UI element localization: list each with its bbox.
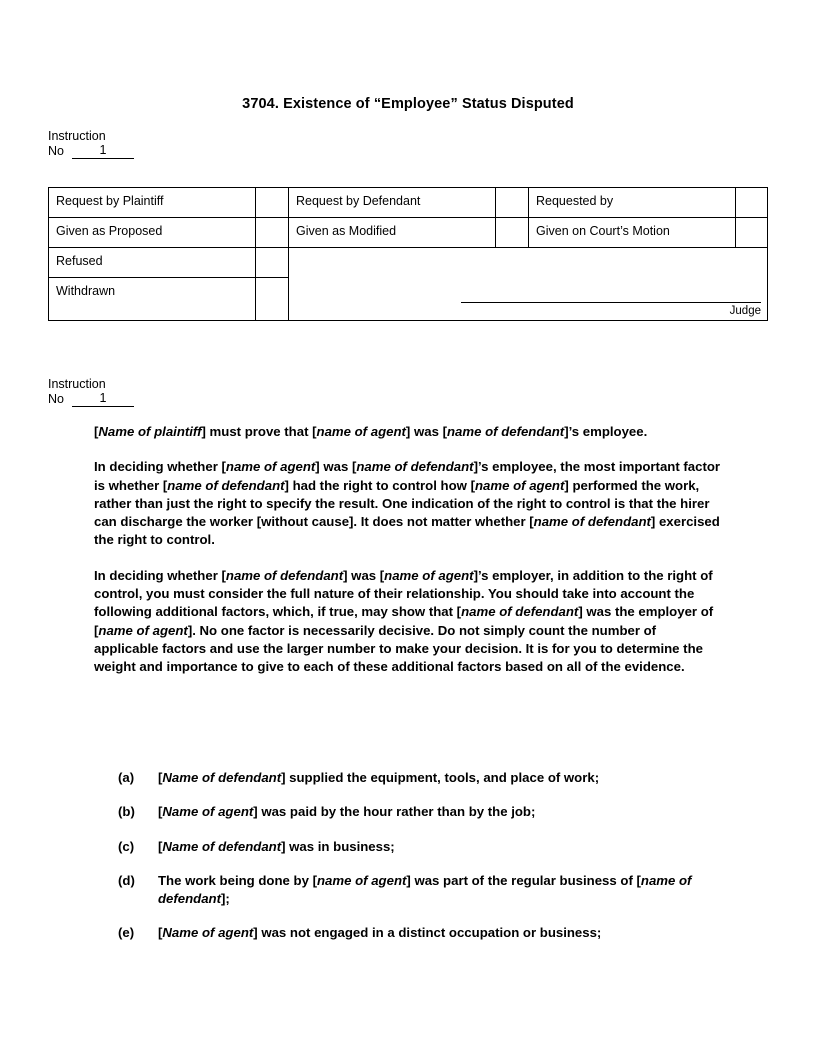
table-row [49,248,768,278]
instruction-label-line1: Instruction [48,377,106,391]
table-row [49,218,768,248]
status-table-body [49,188,768,321]
instruction-number-block-bottom [48,377,134,407]
list-item-marker: (d) [118,872,135,888]
status-cell-request-by-plaintiff: Request by Plaintiff [49,188,256,218]
status-cell-refused: Refused [49,248,256,278]
list-item [118,769,730,787]
judge-signature-label: Judge [729,305,761,317]
instruction-paragraph: In deciding whether [name of agent] was [name of defendant]’s employee, the most important factor is whether [name of defendant] had the right to control how [name of agent] performed the work, rather than just the right to specify the result. One indication of the right to control is that the hirer can discharge the worker [without cause]. It does not matter whether [name of defendant] exercised the right to control. [94,459,721,548]
list-item-text: [Name of defendant] supplied the equipment, tools, and place of work; [158,770,600,785]
list-item [118,872,730,909]
instruction-label-line1: Instruction [48,129,106,143]
list-item [118,803,730,821]
list-item [118,924,730,942]
status-checkbox-withdrawn[interactable] [256,278,289,321]
instruction-label-line2: No [48,392,64,406]
status-cell-withdrawn: Withdrawn [49,278,256,321]
status-checkbox-given-as-proposed[interactable] [256,218,289,248]
status-cell-requested-by: Requested by [529,188,736,218]
list-item-marker: (a) [118,770,135,785]
list-item-text: [Name of agent] was not engaged in a distinct occupation or business; [158,925,602,941]
status-checkbox-request-by-defendant[interactable] [496,188,529,218]
status-checkbox-given-as-modified[interactable] [496,218,529,248]
instruction-body [94,423,724,677]
instruction-number-field-bottom[interactable]: 1 [72,392,134,407]
status-checkbox-refused[interactable] [256,248,289,278]
list-item-text: [Name of defendant] was in business; [158,838,395,854]
judge-signature-cell [289,248,768,321]
judge-signature-block [461,302,761,318]
table-row [49,188,768,218]
status-cell-given-on-courts-motion: Given on Court’s Motion [529,218,736,248]
instruction-paragraph: [Name of plaintiff] must prove that [name of agent] was [name of defendant]’s employee. [94,424,648,439]
list-item-marker: (c) [118,838,135,854]
status-cell-given-as-proposed: Given as Proposed [49,218,256,248]
instruction-paragraph: In deciding whether [name of defendant] was [name of agent]’s employer, in addition to the right of control, you must consider the full nature of their relationship. You should take into account the following additional factors, which, if true, may show that [name of defendant] was the employer of [name of agent]. No one factor is necessarily decisive. Do not simply count the number of applicable factors and use the larger number to make your decision. It is for you to determine the weight and importance to give to each of these additional factors based on all of the evidence. [94,567,714,675]
instruction-status-table [48,187,768,321]
instruction-number-field-top[interactable]: 1 [72,144,134,159]
list-item-marker: (e) [118,925,135,941]
instruction-label-line2: No [48,144,64,158]
status-checkbox-requested-by[interactable] [736,188,768,218]
list-item-text: [Name of agent] was paid by the hour rather than by the job; [158,804,536,820]
status-cell-given-as-modified: Given as Modified [289,218,496,248]
status-checkbox-given-on-courts-motion[interactable] [736,218,768,248]
page-title: 3704. Existence of “Employee” Status Disputed [242,96,574,112]
status-cell-request-by-defendant: Request by Defendant [289,188,496,218]
instruction-number-block-top [48,129,134,159]
status-checkbox-request-by-plaintiff[interactable] [256,188,289,218]
list-item-text: The work being done by [name of agent] was part of the regular business of [name of defendant]; [158,872,692,907]
list-item [118,838,730,856]
additional-factors-list [118,769,730,943]
list-item-marker: (b) [118,804,135,820]
